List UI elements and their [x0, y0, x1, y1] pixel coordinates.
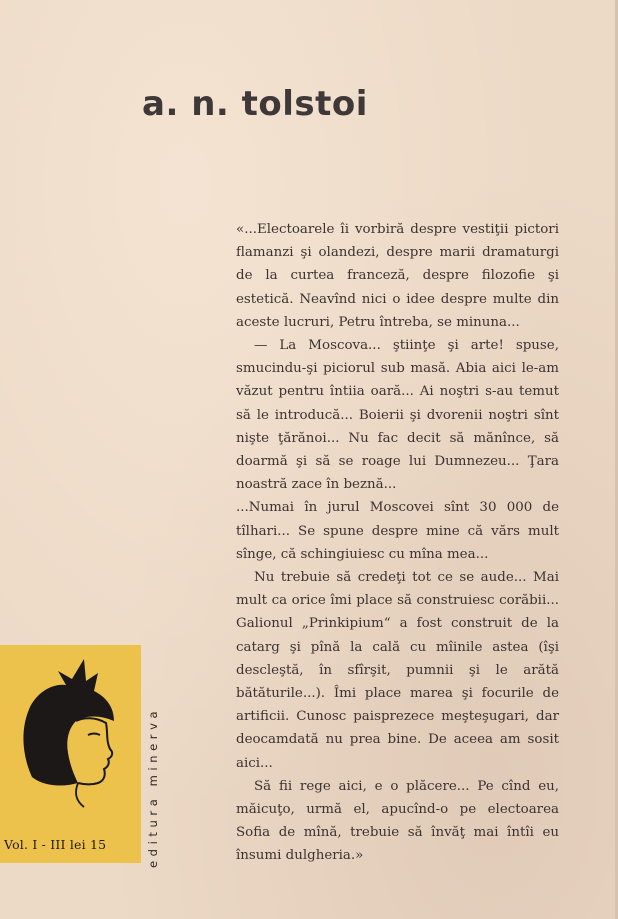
- author-name: a. n. tolstoi: [142, 84, 368, 124]
- excerpt-paragraph: «...Electoarele îi vorbiră despre vestiţii pictori flamanzi şi olandezi, despre marii dramaturgi de la curtea franceză, despre filozofie şi estetică. Neavînd nici o idee despre multe din aceste lucruri, Petru întreba, se minuna...: [236, 222, 559, 330]
- publisher-logo-block: [0, 645, 141, 863]
- minerva-head-icon: [14, 645, 134, 815]
- excerpt-paragraph: Nu trebuie să credeţi tot ce se aude... Mai mult ca orice îmi place să construiesc corăbii... Galionul „Prinkipium“ a fost construit de la catarg şi pînă la cală cu mîinile astea (îşi descleştă, în sfîrşit, pumnii şi le arătă bătăturile...). Îmi place marea şi focurile de artificii. Cunosc paisprezece meşteşugari, dar deocamdată nu prea bine. De aceea am sosit aici...: [236, 570, 559, 771]
- excerpt-paragraph: Să fii rege aici, e o plăcere... Pe cînd eu, măicuţo, urmă el, apucînd-o pe electoarea Sofia de mînă, trebuie să învăţ mai întîi eu însumi dulgheria.»: [236, 778, 559, 864]
- excerpt-paragraph: — La Moscova... ştiinţe şi arte! spuse, smucindu-şi piciorul sub masă. Abia aici le-am văzut pentru întiia oară... Ai noştri s-au temut să le introducă... Boierii şi dvorenii noştri sînt nişte ţărănoi... Nu fac decit să mănînce, să doarmă şi să se roage lui Dumnezeu... Ţara noastră zace în beznă...: [236, 338, 559, 493]
- price-label: Vol. I - III lei 15: [4, 837, 107, 852]
- book-excerpt: [236, 218, 559, 868]
- publisher-name: editura minerva: [146, 706, 160, 868]
- excerpt-paragraph: ...Numai în jurul Moscovei sînt 30 000 de tîlhari... Se spune despre mine că vărs mult sînge, că schingiuiesc cu mîna mea...: [236, 500, 559, 562]
